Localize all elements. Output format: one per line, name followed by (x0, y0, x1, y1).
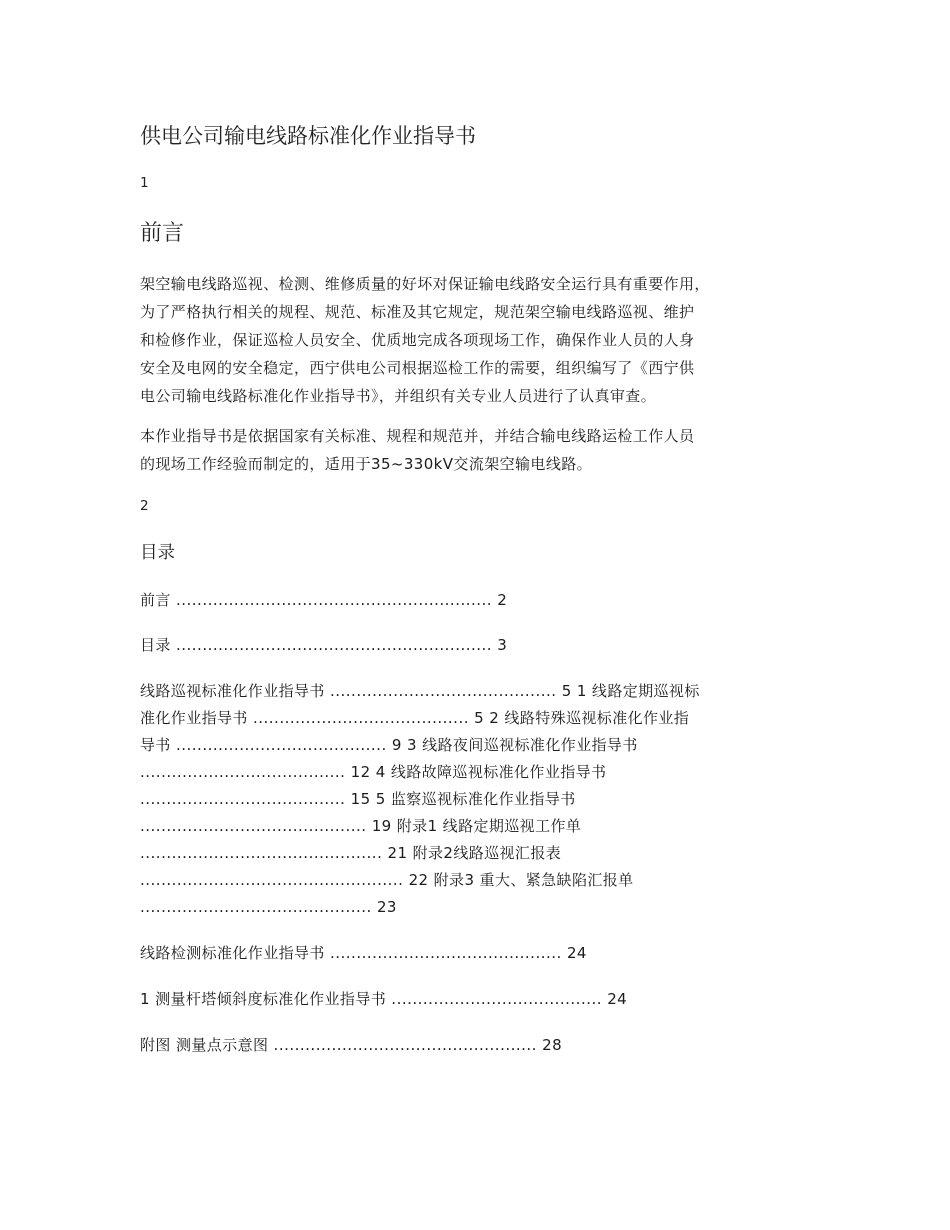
toc-line[interactable] (140, 678, 820, 705)
toc-entry-page: 23 (376, 898, 397, 916)
paragraph-line: 和检修作业，保证巡检人员安全、优质地完成各项现场工作，确保作业人员的人身 (140, 331, 695, 349)
toc-entry-page: 22 (408, 871, 429, 889)
toc-entry-page: 9 (391, 736, 402, 754)
toc-leader-dots: ............................................................ (175, 591, 493, 609)
toc-leader-dots: ............................................................ (175, 636, 493, 654)
toc-entry-title: 附录2线路巡视汇报表 (412, 844, 562, 862)
toc-entry-title: 5 监察巡视标准化作业指导书 (375, 790, 576, 808)
paragraph-line: 架空输电线路巡视、检测、维修质量的好坏对保证输电线路安全运行具有重要作用， (140, 275, 710, 293)
toc-entry-figure[interactable] (140, 1032, 820, 1059)
toc-leader-dots: ....................................... (140, 790, 346, 808)
preface-paragraph-2 (140, 422, 820, 478)
toc-entry-title: 附录1 线路定期巡视工作单 (396, 817, 582, 835)
toc-leader-dots: .............................................. (140, 844, 383, 862)
paragraph-line: 本作业指导书是依据国家有关标准、规程和规范并，并结合输电线路运检工作人员 (140, 427, 695, 445)
toc-entry-detection[interactable] (140, 940, 820, 967)
preface-heading: 前言 (140, 221, 185, 246)
toc-leader-dots: ......................................... (252, 709, 469, 727)
document-title: 供电公司输电线路标准化作业指导书 (140, 124, 476, 148)
toc-entry-preface[interactable] (140, 587, 820, 614)
toc-leader-dots: ............................................ (140, 898, 372, 916)
toc-entry-title: 2 线路特殊巡视标准化作业指 (489, 709, 690, 727)
paragraph-line: 的现场工作经验而制定的，适用于35~330kV交流架空输电线路。 (140, 455, 593, 473)
toc-entry-title: 目录 (140, 636, 171, 654)
toc-line[interactable] (140, 732, 820, 759)
toc-entry-page: 5 (474, 709, 485, 727)
toc-entry-title: 导书 (140, 736, 171, 754)
toc-entry-page: 15 (350, 790, 371, 808)
toc-entry-page: 24 (566, 944, 587, 962)
toc-leader-dots: .................................................. (273, 1036, 537, 1054)
toc-leader-dots: ........................................ (391, 990, 603, 1008)
toc-entry-page: 28 (542, 1036, 563, 1054)
preface-paragraph-1 (140, 270, 820, 410)
toc-entry-page: 19 (371, 817, 392, 835)
toc-entry-title: 前言 (140, 591, 171, 609)
toc-entry-tower-tilt[interactable] (140, 986, 820, 1013)
toc-entry-page: 21 (387, 844, 408, 862)
toc-leader-dots: ....................................... (140, 763, 346, 781)
toc-leader-dots: ........................................... (140, 817, 367, 835)
toc-leader-dots: ............................................ (329, 944, 562, 962)
paragraph-line: 安全及电网的安全稳定，西宁供电公司根据巡检工作的需要，组织编写了《西宁供 (140, 359, 695, 377)
toc-entry-title: 线路检测标准化作业指导书 (140, 944, 325, 962)
toc-entry-title: 准化作业指导书 (140, 709, 248, 727)
toc-entry-page: 5 (561, 682, 572, 700)
toc-entry-title: 线路巡视标准化作业指导书 (140, 682, 325, 700)
paragraph-line: 为了严格执行相关的规程、规范、标准及其它规定，规范架空输电线路巡视、维护 (140, 303, 695, 321)
toc-entry-title: 1 线路定期巡视标 (576, 682, 700, 700)
toc-entry-contents[interactable] (140, 632, 820, 659)
toc-line[interactable] (140, 759, 820, 786)
toc-entry-page: 2 (497, 591, 508, 609)
toc-patrol-block (140, 678, 820, 921)
toc-entry-title: 附录3 重大、紧急缺陷汇报单 (433, 871, 634, 889)
toc-line[interactable] (140, 786, 820, 813)
toc-heading: 目录 (140, 543, 175, 563)
toc-entry-title: 4 线路故障巡视标准化作业指导书 (375, 763, 607, 781)
toc-entry-page: 12 (350, 763, 371, 781)
toc-entry-title: 1 测量杆塔倾斜度标准化作业指导书 (140, 990, 387, 1008)
page-marker-2: 2 (140, 498, 149, 514)
toc-line[interactable] (140, 813, 820, 840)
toc-leader-dots: ........................................... (329, 682, 557, 700)
toc-leader-dots: .................................................. (140, 871, 404, 889)
page-marker-1: 1 (140, 175, 149, 191)
toc-line[interactable] (140, 894, 820, 921)
paragraph-line: 电公司输电线路标准化作业指导书》，并组织有关专业人员进行了认真审查。 (140, 387, 657, 405)
toc-line[interactable] (140, 840, 820, 867)
toc-line[interactable] (140, 867, 820, 894)
toc-entry-title: 3 线路夜间巡视标准化作业指导书 (407, 736, 638, 754)
toc-entry-title: 附图 测量点示意图 (140, 1036, 269, 1054)
toc-entry-page: 24 (607, 990, 628, 1008)
toc-entry-page: 3 (497, 636, 508, 654)
toc-line[interactable] (140, 705, 820, 732)
toc-leader-dots: ........................................ (175, 736, 387, 754)
